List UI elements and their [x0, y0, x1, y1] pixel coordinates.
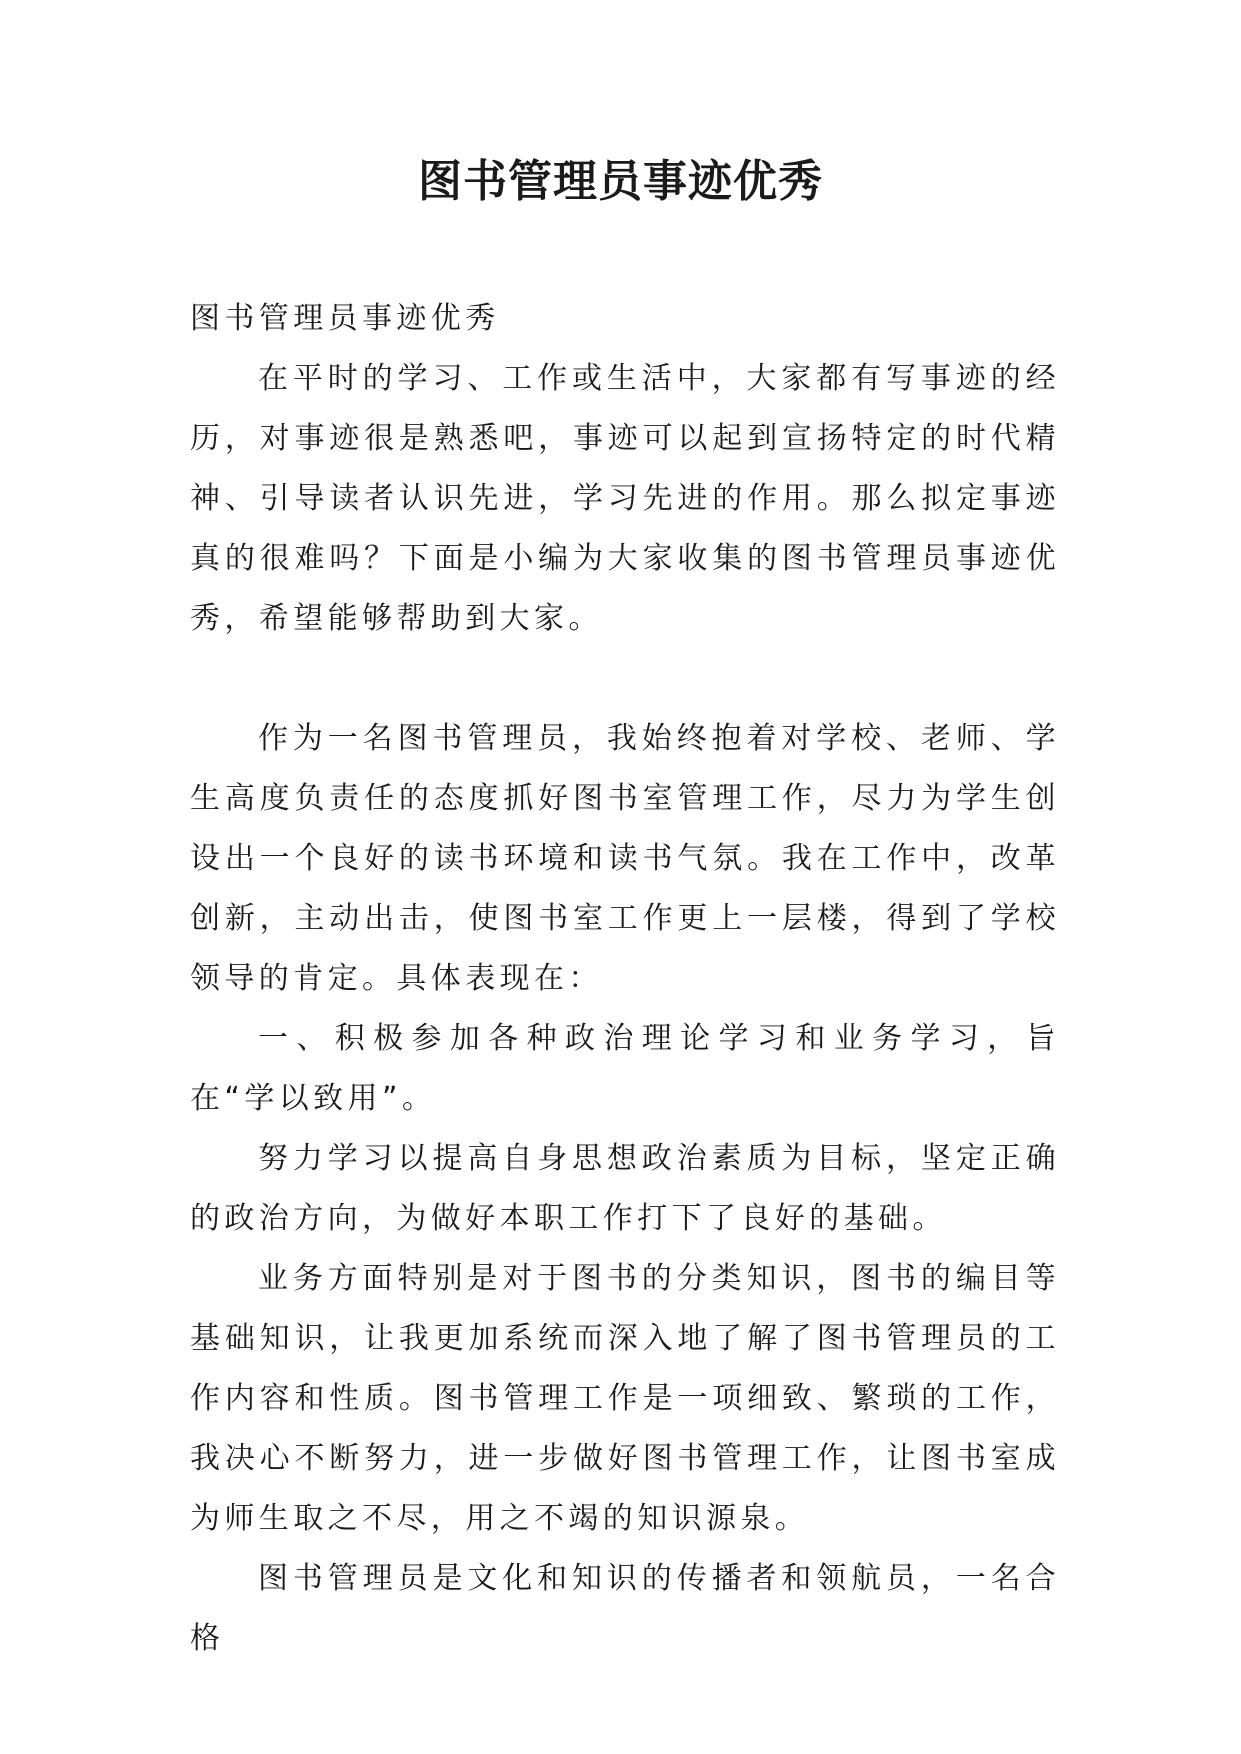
- paragraph-business-study: 业务方面特别是对于图书的分类知识，图书的编目等基础知识，让我更加系统而深入地了解了图书管理员的工作内容和性质。图书管理工作是一项细致、繁琐的工作，我决心不断努力，进一步做好图书管理工作，让图书室成为师生取之不尽，用之不竭的知识源泉。: [190, 1261, 1060, 1536]
- paragraph-section-one: 一、积极参加各种政治理论学习和业务学习，旨在“学以致用”。: [190, 1021, 1060, 1116]
- paragraph-overview: 作为一名图书管理员，我始终抱着对学校、老师、学生高度负责任的态度抓好图书室管理工作，尽力为学生创设出一个良好的读书环境和读书气氛。我在工作中，改革创新，主动出击，使图书室工作更上一层楼，得到了学校领导的肯定。具体表现在：: [190, 721, 1060, 996]
- paragraph-intro: 在平时的学习、工作或生活中，大家都有写事迹的经历，对事迹很是熟悉吧，事迹可以起到宣扬特定的时代精神、引导读者认识先进，学习先进的作用。那么拟定事迹真的很难吗？下面是小编为大家收集的图书管理员事迹优秀，希望能够帮助到大家。: [190, 361, 1060, 636]
- document-subtitle: 图书管理员事迹优秀: [190, 301, 500, 336]
- document-title: 图书管理员事迹优秀: [418, 156, 823, 207]
- paragraph-librarian-role: 图书管理员是文化和知识的传播者和领航员，一名合格: [190, 1561, 1060, 1656]
- paragraph-spacer: [190, 649, 1060, 709]
- paragraph-political-study: 努力学习以提高自身思想政治素质为目标，坚定正确的政治方向，为做好本职工作打下了良好的基础。: [190, 1141, 1060, 1236]
- document-body: [190, 289, 1060, 1669]
